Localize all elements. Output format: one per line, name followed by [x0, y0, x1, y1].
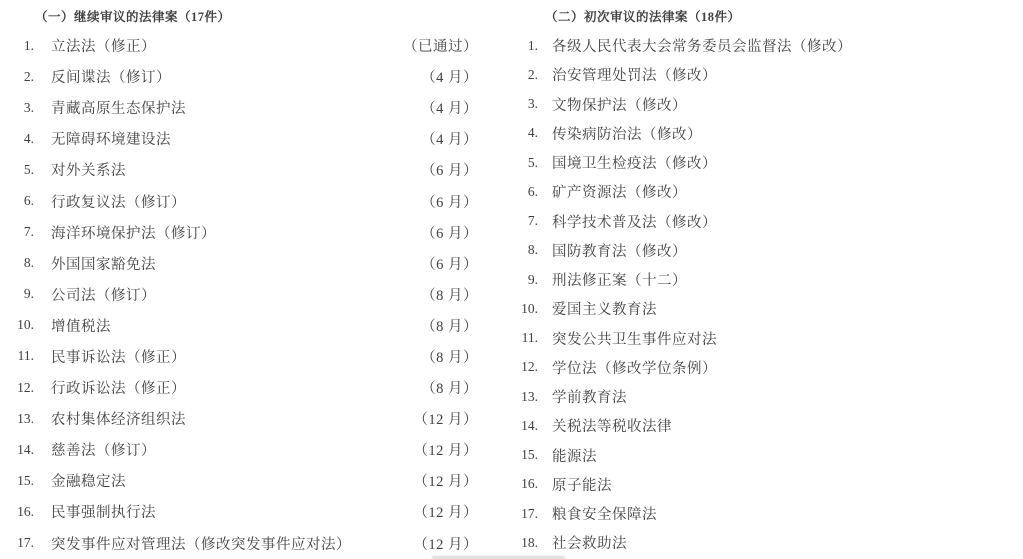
law-item [512, 353, 1012, 382]
law-item-number: 13. [521, 388, 538, 404]
law-item-title: 治安管理处罚法（修改） [552, 68, 717, 85]
law-item-title: 原子能法 [552, 477, 612, 494]
law-item-title: 立法法（修正） [51, 39, 156, 56]
law-item-number: 1. [23, 37, 34, 53]
law-item-number: 14. [17, 441, 34, 457]
law-item-title: 国防教育法（修改） [552, 243, 687, 260]
law-item [512, 90, 1012, 119]
law-item-title: 文物保护法（修改） [552, 97, 687, 114]
law-item [8, 92, 478, 123]
law-item [8, 61, 478, 92]
law-item-number: 8. [23, 255, 34, 271]
section-2-heading: （二）初次审议的法律案（18件） [545, 10, 741, 24]
law-item [512, 411, 1012, 440]
law-item-number: 2. [527, 66, 538, 82]
law-item [8, 310, 478, 341]
law-item [8, 341, 478, 372]
law-item-status: （8 月） [421, 381, 478, 398]
law-item-title: 农村集体经济组织法 [51, 412, 186, 429]
law-item-title: 关税法等税收法律 [552, 419, 672, 436]
law-item [512, 294, 1012, 323]
law-item-status: （6 月） [421, 194, 478, 211]
law-item [8, 154, 478, 185]
law-item-number: 11. [17, 348, 34, 364]
law-item-title: 矿产资源法（修改） [552, 185, 687, 202]
law-item-number: 16. [521, 476, 538, 492]
section-2-law-list [512, 31, 1012, 558]
law-item-title: 增值税法 [51, 318, 111, 335]
law-item-title: 民事强制执行法 [51, 505, 156, 522]
law-item-number: 15. [521, 447, 538, 463]
law-item [512, 324, 1012, 353]
law-item-number: 9. [23, 286, 34, 302]
law-item-status: （4 月） [421, 70, 478, 87]
law-item-title: 行政诉讼法（修正） [51, 381, 186, 398]
law-item-number: 13. [17, 410, 34, 426]
law-item-status: （6 月） [421, 256, 478, 273]
law-item-title: 行政复议法（修订） [51, 194, 186, 211]
law-item-title: 社会救助法 [552, 536, 627, 553]
law-item-status: （8 月） [421, 287, 478, 304]
law-item-title: 爱国主义教育法 [552, 302, 657, 319]
law-item-number: 5. [527, 154, 538, 170]
law-item-number: 17. [521, 505, 538, 521]
law-item-number: 7. [527, 213, 538, 229]
law-item-number: 16. [17, 503, 34, 519]
law-item [8, 217, 478, 248]
law-item-status: （12 月） [413, 443, 478, 460]
law-item-number: 5. [23, 161, 34, 177]
law-item-status: （4 月） [421, 101, 478, 118]
law-item-number: 18. [521, 534, 538, 550]
law-item-number: 11. [521, 330, 538, 346]
law-item-status: （12 月） [413, 505, 478, 522]
law-item-title: 外国国家豁免法 [51, 256, 156, 273]
law-item-number: 3. [527, 96, 538, 112]
law-item [8, 248, 478, 279]
law-item [512, 31, 1012, 60]
law-item-title: 刑法修正案（十二） [552, 273, 687, 290]
law-item-status: （4 月） [421, 132, 478, 149]
law-item-title: 各级人民代表大会常务委员会监督法（修改） [552, 39, 852, 56]
law-item [8, 30, 478, 61]
law-item [512, 441, 1012, 470]
law-item-number: 15. [17, 472, 34, 488]
law-item-number: 2. [23, 68, 34, 84]
law-item [8, 279, 478, 310]
law-item-number: 8. [527, 242, 538, 258]
law-item-title: 青藏高原生态保护法 [51, 101, 186, 118]
law-item-status: （已通过） [403, 39, 478, 56]
law-item-number: 17. [17, 535, 34, 551]
law-item [8, 465, 478, 496]
law-item [512, 60, 1012, 89]
law-item-status: （8 月） [421, 349, 478, 366]
law-item [512, 119, 1012, 148]
law-item [512, 470, 1012, 499]
law-item [512, 177, 1012, 206]
law-item-title: 海洋环境保护法（修订） [51, 225, 216, 242]
law-item [8, 528, 478, 559]
law-item-title: 突发公共卫生事件应对法 [552, 331, 717, 348]
law-item [8, 185, 478, 216]
law-item-title: 公司法（修订） [51, 287, 156, 304]
law-item-number: 9. [527, 271, 538, 287]
law-item [512, 265, 1012, 294]
law-item-status: （12 月） [413, 474, 478, 491]
law-item [8, 372, 478, 403]
law-item-title: 传染病防治法（修改） [552, 126, 702, 143]
law-item-title: 对外关系法 [51, 163, 126, 180]
law-item-status: （6 月） [421, 163, 478, 180]
law-item-title: 无障碍环境建设法 [51, 132, 171, 149]
law-item-status: （12 月） [413, 536, 478, 553]
law-item-title: 粮食安全保障法 [552, 507, 657, 524]
law-item [512, 236, 1012, 265]
law-item-status: （8 月） [421, 318, 478, 335]
law-item-title: 科学技术普及法（修改） [552, 214, 717, 231]
law-item [8, 403, 478, 434]
law-item-title: 民事诉讼法（修正） [51, 349, 186, 366]
law-item-number: 1. [527, 37, 538, 53]
law-item-number: 10. [17, 317, 34, 333]
law-item [512, 148, 1012, 177]
law-item [512, 207, 1012, 236]
law-item-title: 学前教育法 [552, 390, 627, 407]
law-item [8, 496, 478, 527]
law-item-number: 4. [527, 125, 538, 141]
law-item-number: 7. [23, 224, 34, 240]
section-1-heading: （一）继续审议的法律案（17件） [35, 10, 231, 24]
law-item-title: 学位法（修改学位条例） [552, 360, 717, 377]
law-item [512, 499, 1012, 528]
law-item-number: 3. [23, 99, 34, 115]
law-item-number: 6. [527, 183, 538, 199]
law-item-number: 12. [521, 359, 538, 375]
law-item-title: 慈善法（修订） [51, 443, 156, 460]
law-item [8, 123, 478, 154]
law-item-status: （6 月） [421, 225, 478, 242]
law-item [512, 382, 1012, 411]
law-item-number: 14. [521, 417, 538, 433]
law-item-number: 12. [17, 379, 34, 395]
law-item-title: 金融稳定法 [51, 474, 126, 491]
law-item-number: 10. [521, 300, 538, 316]
law-item-title: 能源法 [552, 448, 597, 465]
law-item-title: 反间谍法（修订） [51, 70, 171, 87]
section-1-law-list [8, 30, 478, 559]
law-item-title: 突发事件应对管理法（修改突发事件应对法） [51, 536, 351, 553]
law-item-number: 6. [23, 193, 34, 209]
law-item-status: （12 月） [413, 412, 478, 429]
law-item-title: 国境卫生检疫法（修改） [552, 156, 717, 173]
law-item [8, 434, 478, 465]
law-item-number: 4. [23, 130, 34, 146]
law-item [512, 528, 1012, 557]
